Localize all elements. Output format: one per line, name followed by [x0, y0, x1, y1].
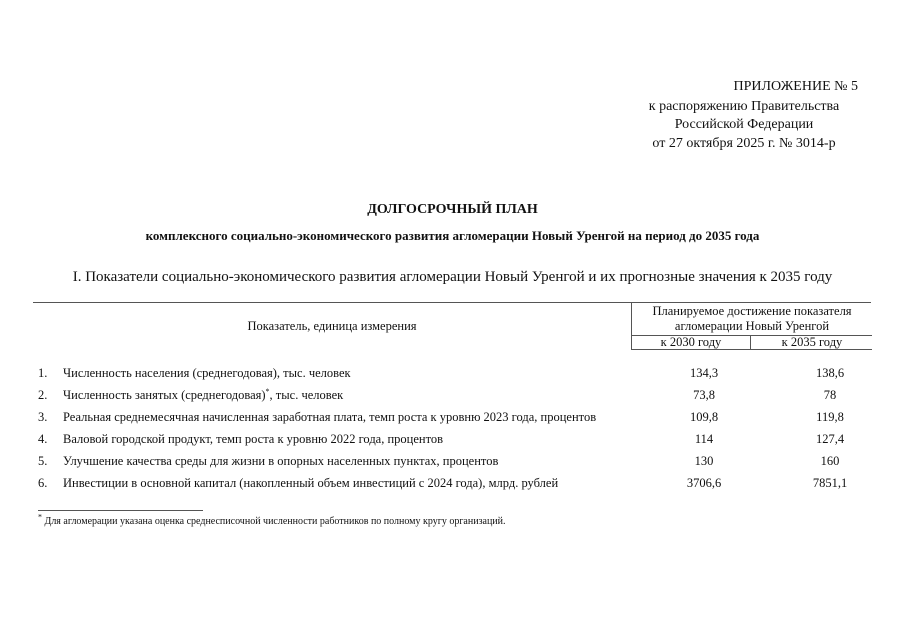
header-indicator-label: Показатель, единица измерения — [247, 319, 417, 333]
row-label-unit: , тыс. человек — [269, 388, 344, 402]
row-number: 1. — [38, 366, 48, 380]
document-subtitle: комплексного социально-экономического развития агломерации Новый Уренгой на период до 2035 года — [145, 228, 760, 243]
footnote-marker: * — [265, 386, 270, 396]
row-value-2035: 160 — [820, 454, 840, 468]
row-label: Численность населения (среднегодовая), тыс. человек — [63, 366, 351, 380]
footnote-mark: * — [38, 512, 42, 522]
row-value-2035: 119,8 — [816, 410, 844, 424]
header-plan-group — [631, 303, 872, 350]
section-heading: I. Показатели социально-экономического развития агломерации Новый Уренгой и их прогнозные значения к 2035 году — [72, 269, 833, 285]
row-label: Реальная среднемесячная начисленная заработная плата, темп роста к уровню 2023 года, процентов — [63, 410, 597, 424]
header-plan-line1: Планируемое достижение показателя — [652, 304, 852, 318]
table-row — [38, 362, 878, 384]
row-number: 6. — [38, 476, 48, 490]
header-indicator — [33, 303, 631, 350]
header-2035: к 2035 году — [750, 336, 873, 349]
annex-block — [598, 78, 858, 153]
row-label: Валовой городской продукт, темп роста к уровню 2022 года, процентов — [63, 432, 444, 446]
table-row — [38, 472, 878, 494]
row-label: Улучшение качества среды для жизни в опорных населенных пунктах, процентов — [63, 454, 499, 468]
row-number: 4. — [38, 432, 48, 446]
footnote — [38, 512, 506, 527]
row-value-2030: 114 — [694, 432, 714, 446]
row-value-2030: 134,3 — [689, 366, 719, 380]
row-number: 2. — [38, 388, 48, 402]
annex-line-order: к распоряжению Правительства — [648, 98, 840, 114]
table-header — [33, 302, 871, 351]
row-value-2035: 127,4 — [815, 432, 845, 446]
document-title: ДОЛГОСРОЧНЫЙ ПЛАН — [367, 202, 538, 217]
table-row — [38, 450, 878, 472]
row-value-2030: 3706,6 — [686, 476, 722, 490]
table-row — [38, 428, 878, 450]
row-label — [63, 384, 343, 406]
row-label-text: Численность занятых (среднегодовая) — [63, 388, 266, 402]
row-number: 3. — [38, 410, 48, 424]
row-value-2030: 73,8 — [693, 388, 715, 402]
table-body — [38, 362, 878, 494]
row-value-2035: 138,6 — [815, 366, 845, 380]
header-plan-line2: агломерации Новый Уренгой — [674, 318, 830, 333]
footnote-divider — [38, 510, 203, 511]
row-value-2035: 7851,1 — [812, 476, 848, 490]
table-row — [38, 384, 878, 406]
row-value-2030: 109,8 — [689, 410, 719, 424]
row-value-2035: 78 — [823, 388, 837, 402]
document-title-block — [30, 201, 875, 245]
row-value-2030: 130 — [694, 454, 714, 468]
annex-title: ПРИЛОЖЕНИЕ № 5 — [733, 79, 858, 94]
annex-line-country: Российской Федерации — [674, 117, 814, 132]
footnote-text: Для агломерации указана оценка среднесписочной численности работников по полному кругу организаций. — [42, 516, 506, 527]
header-2030: к 2030 году — [660, 335, 722, 349]
annex-line-date: от 27 октября 2025 г. № 3014-р — [652, 135, 836, 151]
row-number: 5. — [38, 454, 48, 468]
table-row — [38, 406, 878, 428]
header-plan — [632, 304, 872, 336]
row-label: Инвестиции в основной капитал (накопленный объем инвестиций с 2024 года), млрд. рублей — [63, 476, 559, 490]
